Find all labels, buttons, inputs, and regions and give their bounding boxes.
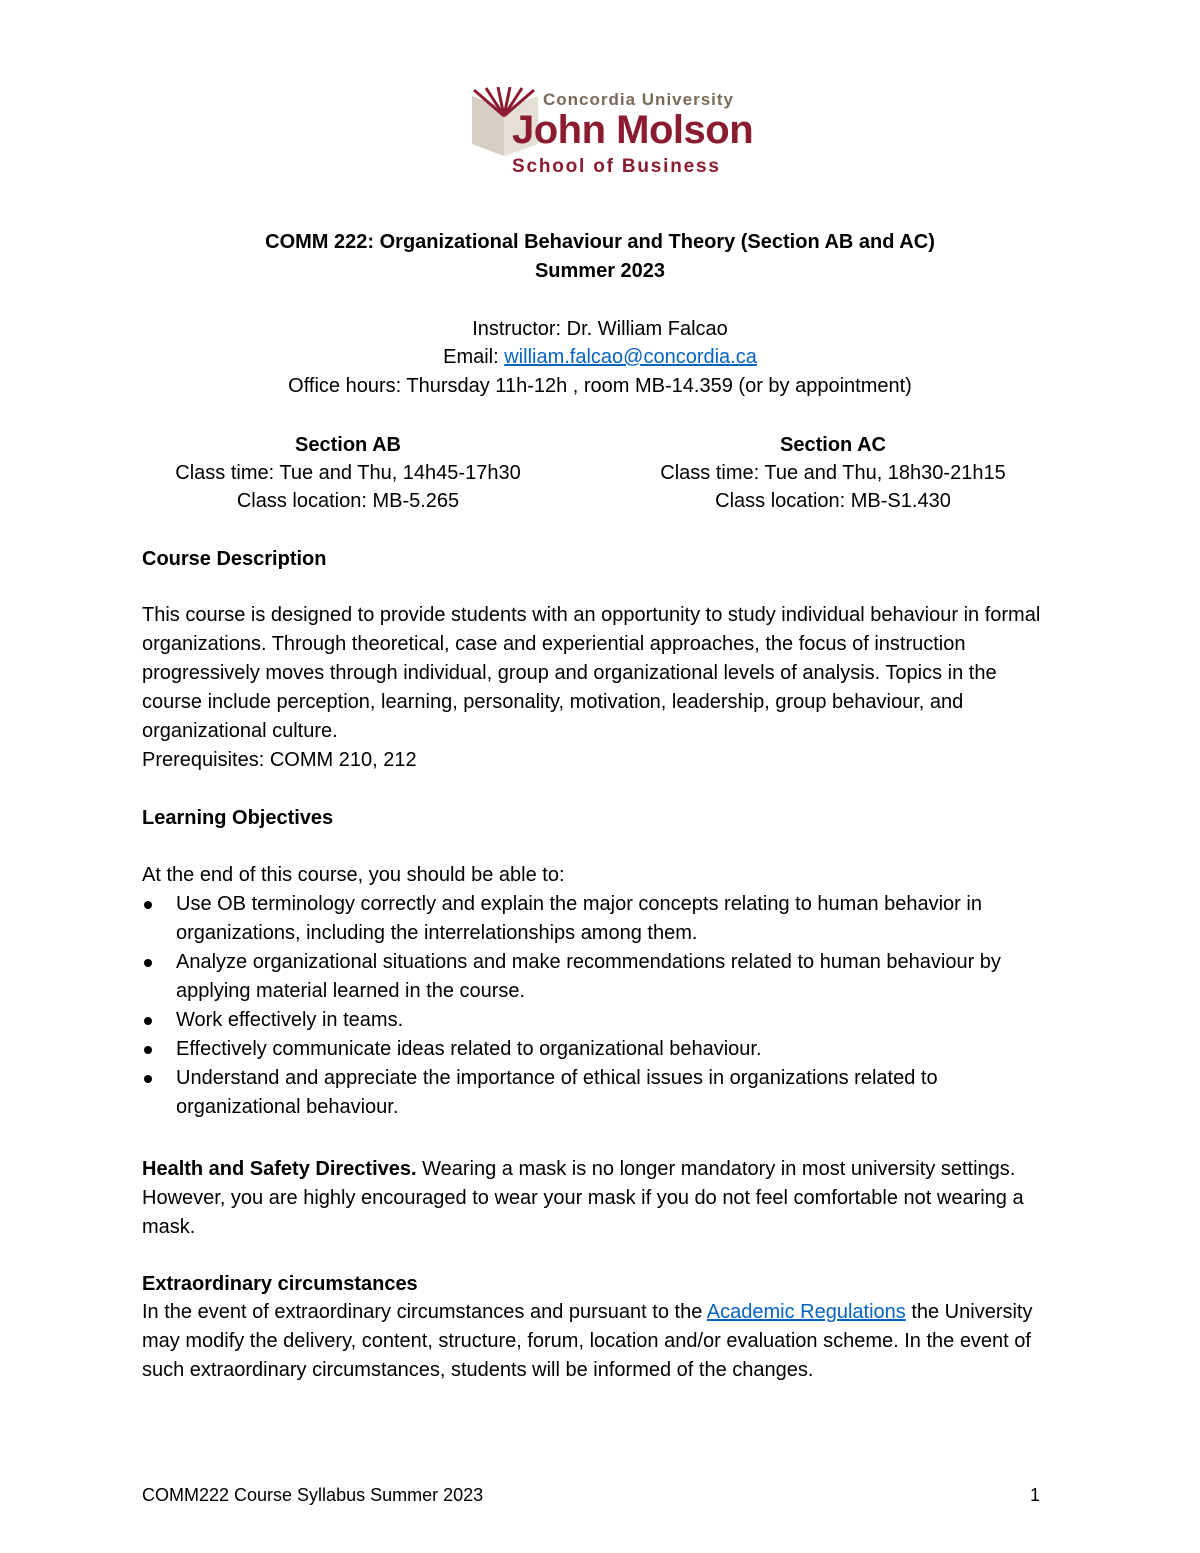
description-heading: Course Description xyxy=(142,548,327,570)
bullet-icon xyxy=(144,1017,152,1025)
email-line xyxy=(0,343,1200,372)
health-text: Wearing a mask is no longer mandatory in most university settings. However, you are highly encouraged to wear your mask if you do not feel comfortable not wearing a mask. xyxy=(142,1158,1024,1238)
logo-name: John Molson xyxy=(512,108,754,152)
list-item: Analyze organizational situations and make recommendations related to human behaviour by applying material learned in the course. xyxy=(142,948,1062,1006)
section-ab xyxy=(118,431,578,515)
bullet-icon xyxy=(144,901,152,909)
description-text: This course is designed to provide students with an opportunity to study individual behaviour in formal organizations. Through theoretical, case and experiential approaches, the focus of instruction progressively moves through individual, group and organizational levels of analysis. Topics in the course include perception, learning, personality, motivation, leadership, group behaviour, and organizational culture. xyxy=(142,604,1041,742)
bullet-icon xyxy=(144,1046,152,1054)
objectives-intro: At the end of this course, you should be able to: xyxy=(142,864,565,886)
jmsb-logo xyxy=(466,86,754,178)
list-item: Use OB terminology correctly and explain the major concepts relating to human behavior in organizations, including the interrelationships among them. xyxy=(142,890,1062,948)
bullet-icon xyxy=(144,1075,152,1083)
extraordinary-paragraph: In the event of extraordinary circumstances and pursuant to the Academic Regulations the University may modify the delivery, content, structure, forum, location and/or evaluation scheme. In the event of such extraordinary circumstances, students will be informed of the changes. xyxy=(142,1301,1033,1381)
logo-university: Concordia University xyxy=(543,90,734,109)
health-paragraph xyxy=(142,1155,1062,1242)
section-location: Class location: MB-S1.430 xyxy=(715,490,951,512)
section-ac xyxy=(603,431,1063,515)
list-item: Effectively communicate ideas related to organizational behaviour. xyxy=(142,1035,1062,1064)
section-title: Section AC xyxy=(780,434,886,456)
bullet-icon xyxy=(144,959,152,967)
academic-regulations-link[interactable]: Academic Regulations xyxy=(706,1301,906,1323)
objectives-list xyxy=(142,890,1062,1122)
page-number: 1 xyxy=(1030,1485,1041,1505)
course-term: Summer 2023 xyxy=(534,260,666,282)
extraordinary-heading: Extraordinary circumstances xyxy=(142,1273,418,1295)
section-time: Class time: Tue and Thu, 14h45-17h30 xyxy=(175,462,521,484)
health-heading: Health and Safety Directives. xyxy=(142,1158,417,1180)
section-time: Class time: Tue and Thu, 18h30-21h15 xyxy=(660,462,1006,484)
email-link[interactable]: william.falcao@concordia.ca xyxy=(504,346,757,368)
email-label: Email: xyxy=(443,346,505,368)
logo-school: School of Business xyxy=(512,156,721,177)
list-item: Understand and appreciate the importance of ethical issues in organizations related to organizational behaviour. xyxy=(142,1064,1062,1122)
course-title: COMM 222: Organizational Behaviour and Theory (Section AB and AC) xyxy=(265,231,935,253)
section-location: Class location: MB-5.265 xyxy=(236,490,460,512)
description-paragraph xyxy=(142,601,1062,775)
office-hours: Office hours: Thursday 11h-12h , room MB-14.359 (or by appointment) xyxy=(288,375,912,397)
instructor-line: Instructor: Dr. William Falcao xyxy=(472,318,728,340)
prerequisites: Prerequisites: COMM 210, 212 xyxy=(142,749,417,771)
footer-text: COMM222 Course Syllabus Summer 2023 xyxy=(142,1485,484,1505)
section-title: Section AB xyxy=(295,434,401,456)
objectives-heading: Learning Objectives xyxy=(142,807,334,829)
list-item: Work effectively in teams. xyxy=(142,1006,1062,1035)
